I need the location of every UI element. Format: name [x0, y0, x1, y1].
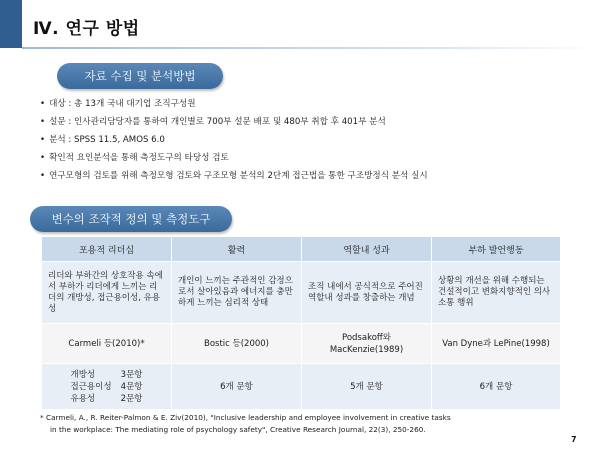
subscale-count: 3문항: [120, 369, 143, 380]
items-cell: 6개 문항: [172, 364, 302, 410]
table-row-definitions: [42, 262, 561, 324]
subscale-count: 4문항: [120, 381, 143, 392]
bullet-item: • 대상 : 총 13개 국내 대기업 조직구성원: [40, 95, 428, 113]
page-title: Ⅳ. 연구 방법: [33, 19, 140, 39]
page-number: 7: [571, 435, 577, 444]
footnote-line: in the workplace: The mediating role of psychology safety", Creative Research Journal, 22(3), 250-260.: [50, 425, 426, 434]
bullet-item: • 확인적 요인분석을 통해 측정도구의 타당성 검토: [40, 149, 428, 167]
subscale-item: [71, 393, 143, 405]
items-cell: [42, 364, 172, 410]
subscale-name: 접근용이성: [70, 381, 112, 392]
definition-cell: 조직 내에서 공식적으로 주어진 역할내 성과를 창출하는 개념: [302, 262, 432, 324]
table-row-sources: [42, 324, 561, 364]
definition-cell: 개인이 느끼는 주관적인 감정으로서 살아있음과 에너지를 충만하게 느끼는 심리적 상태: [172, 262, 302, 324]
source-cell: Carmeli 등(2010)*: [42, 324, 172, 364]
table-header-row: [42, 237, 561, 262]
section-heading-variable-definitions: 변수의 조작적 정의 및 측정도구: [30, 206, 232, 232]
definition-cell: 상황의 개선을 위해 수행되는 건설적이고 변화지향적인 의사소통 행위: [432, 262, 561, 324]
bullet-item: • 분석 : SPSS 11.5, AMOS 6.0: [40, 131, 428, 149]
bullet-item: • 연구모형의 검토를 위해 측정모형 검토와 구조모형 분석의 2단계 접근법을 통한 구조방정식 분석 실시: [40, 167, 428, 185]
section-heading-data-collection: 자료 수집 및 분석방법: [57, 63, 223, 89]
title-underline: [22, 47, 600, 49]
footnote-line: * Carmeli, A., R. Reiter-Palmon & E. Ziv(2010), "Inclusive leadership and employee involvement in creative tasks: [40, 413, 451, 422]
reference-footnote: [40, 412, 451, 436]
header-voice-behavior: 부하 발언행동: [432, 237, 561, 262]
table-row-items: [42, 364, 561, 410]
variable-definition-table: [41, 236, 561, 410]
subscale-item: [71, 381, 143, 393]
items-cell: 6개 문항: [432, 364, 561, 410]
source-cell: Van Dyne과 LePine(1998): [432, 324, 561, 364]
subscale-count: 2문항: [120, 393, 143, 404]
subscale-item-list: [71, 369, 143, 405]
bullet-item: • 설문 : 인사관리담당자를 통하여 개인별로 700부 설문 배포 및 480부 취합 후 401부 분석: [40, 113, 428, 131]
subscale-name: 유용성: [70, 393, 96, 404]
source-cell: Podsakoff와 MacKenzie(1989): [302, 324, 432, 364]
source-cell: Bostic 등(2000): [172, 324, 302, 364]
header-inclusive-leadership: 포용적 리더십: [42, 237, 172, 262]
title-accent-bar: [0, 0, 22, 48]
header-in-role-performance: 역할내 성과: [302, 237, 432, 262]
subscale-name: 개방성: [70, 369, 96, 380]
items-cell: 5개 문항: [302, 364, 432, 410]
header-vitality: 활력: [172, 237, 302, 262]
subscale-item: [71, 369, 143, 381]
definition-cell: 리더와 부하간의 상호작용 속에서 부하가 리더에게 느끼는 리더의 개방성, 접근용이성, 유용성: [42, 262, 172, 324]
method-bullet-list: [40, 95, 428, 185]
